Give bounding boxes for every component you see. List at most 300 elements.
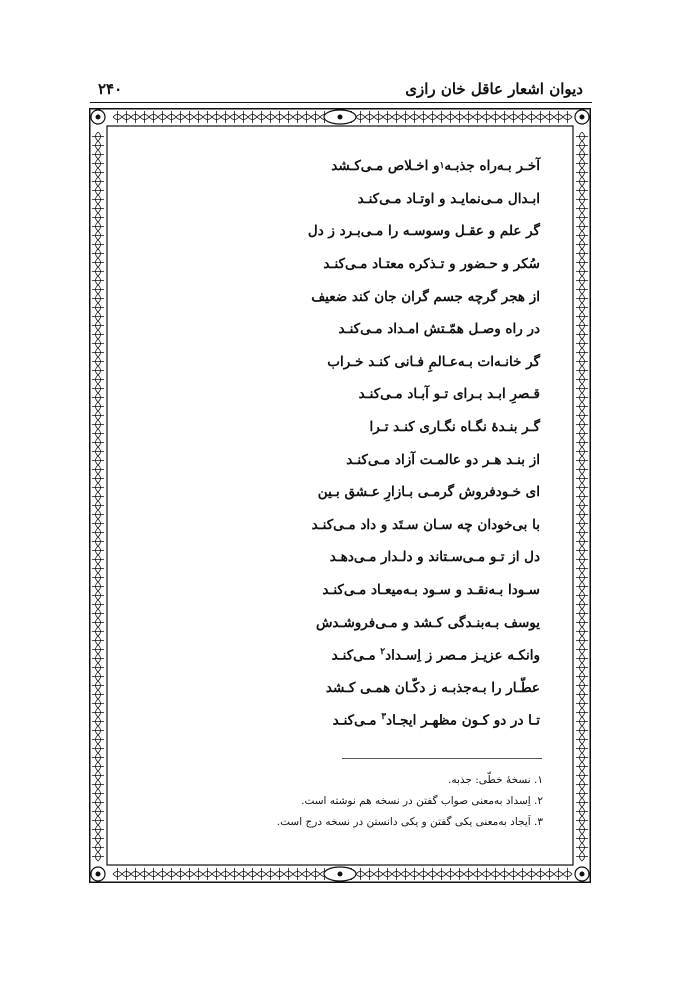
border-ornament [212,868,221,880]
border-ornament [576,258,588,267]
border-ornament [158,868,167,880]
hemistich-text: قـصرِ ابـد بـرای تـو آبـاد مـی‌کنـد [358,386,540,403]
border-ornament [92,618,104,627]
border-ornament [185,111,194,123]
border-ornament [419,868,428,880]
border-ornament [356,111,365,123]
border-ornament [149,868,158,880]
border-ornament [518,111,527,123]
footnote-marker: ۲ [380,646,386,657]
border-ornament [293,868,302,880]
corner-ornament [96,872,101,877]
border-ornament [401,111,410,123]
hemistich-text: گر خانـه‌ات بـه‌عـالمِ فـانی کنـد خـراب [327,353,540,370]
border-ornament [576,555,588,564]
border-ornament [92,573,104,582]
hemistich-text: تـا در دو کـون مظهـر ایجـاد$^۳$ مـی‌کنـد [332,712,540,729]
border-ornament [576,582,588,591]
border-ornament [473,868,482,880]
border-ornament [527,868,536,880]
border-ornament [92,231,104,240]
border-ornament [500,111,509,123]
border-ornament [576,231,588,240]
border-ornament [576,177,588,186]
border-ornament [576,726,588,735]
border-ornament [194,111,203,123]
border-ornament [576,537,588,546]
border-ornament [576,546,588,555]
border-ornament [576,654,588,663]
verse-first-hemistich [150,346,540,379]
border-ornament [92,564,104,573]
border-ornament [92,150,104,159]
border-ornament [92,294,104,303]
border-ornament [92,735,104,744]
border-ornament [563,868,572,880]
border-ornament [92,555,104,564]
border-ornament [365,111,374,123]
border-ornament [176,868,185,880]
border-ornament [518,868,527,880]
border-ornament [576,780,588,789]
border-ornament [92,213,104,222]
border-ornament [266,111,275,123]
border-ornament [92,609,104,618]
footnote-marker: ۳ [381,712,387,723]
border-ornament [576,735,588,744]
border-ornament [576,312,588,321]
border-ornament [92,537,104,546]
border-ornament [92,465,104,474]
border-ornament [536,868,545,880]
border-ornament [365,868,374,880]
border-ornament [576,357,588,366]
border-ornament [576,132,588,141]
border-ornament [576,708,588,717]
border-ornament [576,816,588,825]
verse-second-hemistich [150,378,540,411]
hemistich-text: دل از تـو مـی‌سـتاند و دلـدار مـی‌دهـد [329,549,540,566]
hemistich-text: گر علم و عقـل وسوسـه را مـی‌بـرد ز دل [307,223,540,240]
border-ornament [92,771,104,780]
border-ornament [576,348,588,357]
border-ornament [92,285,104,294]
border-ornament [131,868,140,880]
border-ornament [392,868,401,880]
border-ornament [576,600,588,609]
verse-first-hemistich [150,150,540,183]
border-ornament [92,366,104,375]
border-ornament [576,519,588,528]
border-ornament [437,868,446,880]
border-ornament [92,258,104,267]
border-ornament [92,843,104,852]
border-ornament [92,330,104,339]
border-ornament [92,546,104,555]
border-ornament [455,868,464,880]
border-ornament [576,609,588,618]
border-ornament [293,111,302,123]
border-ornament [92,528,104,537]
border-ornament [482,868,491,880]
border-ornament [576,366,588,375]
border-ornament [92,384,104,393]
hemistich-text: ابـدال مـی‌نمایـد و اوتـاد مـی‌کنـد [357,190,540,207]
border-ornament [437,111,446,123]
border-ornament [482,111,491,123]
border-ornament [221,868,230,880]
border-ornament [92,636,104,645]
hemistich-text: سـودا بـه‌نقـد و سـود بـه‌میعـاد مـی‌کنـد [322,582,540,599]
border-ornament [576,690,588,699]
border-ornament [266,868,275,880]
corner-ornament [580,115,585,120]
border-ornament [576,798,588,807]
border-ornament [92,744,104,753]
border-ornament [576,843,588,852]
border-ornament [374,868,383,880]
border-ornament [576,717,588,726]
border-ornament [576,753,588,762]
border-ornament [576,186,588,195]
border-ornament [491,868,500,880]
border-ornament [576,744,588,753]
verse-first-hemistich [150,672,540,705]
center-ornament [338,115,343,120]
border-ornament [92,447,104,456]
hemistich-text: وانکـه عزیـز مـصر ز اِسـداد$^۲$ مـی‌کنـد [331,646,540,664]
border-ornament [149,111,158,123]
border-ornament [428,111,437,123]
border-ornament [92,267,104,276]
border-ornament [92,501,104,510]
border-ornament [92,132,104,141]
page-number: ۲۴۰ [98,80,123,98]
border-ornament [92,672,104,681]
border-ornament [92,798,104,807]
border-ornament [576,321,588,330]
hemistich-text: از بنـد هـر دو عالمـت آزاد مـی‌کنـد [346,451,540,468]
border-ornament [275,868,284,880]
running-header-title: دیوان اشعار عاقل خان رازی [405,80,583,98]
border-ornament [221,111,230,123]
border-ornament [576,789,588,798]
border-ornament [576,564,588,573]
border-ornament [563,111,572,123]
border-ornament [92,654,104,663]
border-ornament [428,868,437,880]
border-ornament [122,868,131,880]
border-ornament [167,111,176,123]
border-ornament [576,339,588,348]
border-ornament [576,195,588,204]
verse-first-hemistich [150,606,540,639]
border-ornament [230,111,239,123]
border-ornament [92,141,104,150]
border-ornament [576,528,588,537]
border-ornament [92,627,104,636]
border-ornament [410,111,419,123]
border-ornament [92,483,104,492]
border-ornament [92,789,104,798]
border-ornament [576,501,588,510]
verse-second-hemistich [150,574,540,607]
border-ornament [410,868,419,880]
border-ornament [576,330,588,339]
border-ornament [92,726,104,735]
verse-first-hemistich [150,280,540,313]
footnote-marker: ۱ [439,161,445,172]
border-ornament [576,825,588,834]
border-ornament [92,645,104,654]
border-ornament [576,384,588,393]
border-ornament [92,852,104,861]
border-ornament [92,303,104,312]
border-ornament [92,420,104,429]
border-ornament [92,195,104,204]
border-ornament [576,681,588,690]
border-ornament [92,600,104,609]
border-ornament [509,868,518,880]
border-ornament [576,438,588,447]
border-ornament [92,276,104,285]
border-ornament [545,868,554,880]
corner-ornament [96,115,101,120]
border-ornament [576,213,588,222]
border-ornament [275,111,284,123]
border-ornament [576,276,588,285]
border-ornament [92,429,104,438]
border-ornament [92,582,104,591]
border-ornament [576,168,588,177]
border-ornament [92,159,104,168]
border-ornament [92,753,104,762]
verse-second-hemistich [150,443,540,476]
border-ornament [302,111,311,123]
border-ornament [311,111,320,123]
border-ornament [122,111,131,123]
border-ornament [576,393,588,402]
border-ornament [257,868,266,880]
border-ornament [527,111,536,123]
border-ornament [576,285,588,294]
footnote: ۲. اِسداد به‌معنی صواب گفتن در نسخه هم نوشته است. [301,795,543,807]
border-ornament [248,868,257,880]
header-rule [90,102,592,103]
border-ornament [92,825,104,834]
border-ornament [176,111,185,123]
center-ornament [338,872,343,877]
border-ornament [203,111,212,123]
border-ornament [92,474,104,483]
border-ornament [92,762,104,771]
border-ornament [92,681,104,690]
border-ornament [576,429,588,438]
border-ornament [248,111,257,123]
verse-second-hemistich [150,183,540,216]
border-ornament [576,240,588,249]
border-ornament [92,321,104,330]
border-ornament [92,663,104,672]
border-ornament [576,699,588,708]
border-ornament [576,672,588,681]
hemistich-text: از هجر گرچه جسم گران جان کند ضعیف [311,288,540,305]
border-ornament [419,111,428,123]
border-ornament [576,492,588,501]
border-ornament [92,186,104,195]
border-ornament [464,868,473,880]
border-ornament [92,312,104,321]
border-ornament [113,868,122,880]
border-ornament [356,868,365,880]
border-ornament [92,168,104,177]
verse-first-hemistich [150,411,540,444]
border-ornament [239,111,248,123]
border-ornament [576,483,588,492]
border-ornament [92,807,104,816]
border-ornament [92,492,104,501]
border-ornament [576,420,588,429]
border-ornament [92,402,104,411]
border-ornament [239,868,248,880]
border-ornament [576,150,588,159]
border-ornament [576,663,588,672]
border-ornament [392,111,401,123]
hemistich-text: و اخـلاص مـی‌کـشد [331,158,440,175]
border-ornament [92,375,104,384]
border-ornament [576,762,588,771]
border-ornament [576,303,588,312]
verse-second-hemistich [150,639,540,672]
verse-second-hemistich [150,313,540,346]
border-ornament [92,339,104,348]
border-ornament [92,204,104,213]
border-ornament [576,267,588,276]
border-ornament [383,111,392,123]
footnote-rule [342,758,542,759]
border-ornament [446,111,455,123]
border-ornament [92,519,104,528]
border-ornament [194,868,203,880]
border-ornament [92,717,104,726]
border-ornament [509,111,518,123]
border-ornament [576,375,588,384]
border-ornament [311,868,320,880]
border-ornament [92,834,104,843]
border-ornament [92,456,104,465]
border-ornament [554,868,563,880]
border-ornament [576,573,588,582]
border-ornament [576,249,588,258]
border-ornament [576,141,588,150]
verse-second-hemistich [150,248,540,281]
border-ornament [92,699,104,708]
border-ornament [92,177,104,186]
border-ornament [576,834,588,843]
border-ornament [576,807,588,816]
hemistich-text: ای خـودفروش گرمـی بـازارِ عـشق بـین [317,484,540,501]
border-ornament [92,816,104,825]
poem-body [150,150,540,737]
border-ornament [374,111,383,123]
border-ornament [212,111,221,123]
hemistich-text: سُکر و حـضور و تـذکره معتـاد مـی‌کنـد [323,256,540,273]
border-ornament [576,771,588,780]
border-ornament [284,868,293,880]
border-ornament [302,868,311,880]
border-ornament [473,111,482,123]
border-ornament [576,204,588,213]
border-ornament [140,868,149,880]
border-ornament [92,348,104,357]
border-ornament [92,357,104,366]
verse-second-hemistich [150,704,540,737]
border-ornament [92,411,104,420]
border-ornament [92,690,104,699]
border-ornament [576,474,588,483]
border-ornament [576,222,588,231]
border-ornament [383,868,392,880]
hemistich-text: عطّـار را بـه‌جذبـه ز دکّـان همـی کـشد [325,679,540,696]
verse-second-hemistich [150,509,540,542]
hemistich-text: در راه وصـل همّـتش امـداد مـی‌کنـد [338,321,540,338]
border-ornament [576,402,588,411]
hemistich-text: یوسف بـه‌بنـدگی کـشد و مـی‌فروشـدش [315,614,540,631]
footnotes [183,770,543,833]
border-ornament [284,111,293,123]
border-ornament [92,240,104,249]
border-ornament [92,222,104,231]
border-ornament [92,510,104,519]
border-ornament [203,868,212,880]
border-ornament [446,868,455,880]
border-ornament [158,111,167,123]
border-ornament [464,111,473,123]
border-ornament [576,447,588,456]
hemistich-text: گـر بنـدهٔ نگـاه نگـاری کنـد تـرا [369,419,540,436]
border-ornament [576,456,588,465]
border-ornament [92,591,104,600]
border-ornament [92,249,104,258]
footnote: ۱. نسخهٔ خطّی: جذبه. [448,774,543,786]
border-ornament [576,591,588,600]
border-ornament [576,852,588,861]
border-ornament [401,868,410,880]
border-ornament [113,111,122,123]
border-ornament [92,780,104,789]
border-ornament [140,111,149,123]
border-ornament [576,294,588,303]
border-ornament [576,645,588,654]
border-ornament [230,868,239,880]
border-ornament [576,411,588,420]
border-ornament [92,708,104,717]
border-ornament [576,510,588,519]
hemistich-text: با بی‌خودان چه سـان سـتَد و داد مـی‌کنـد [311,516,540,533]
border-ornament [545,111,554,123]
border-ornament [576,627,588,636]
border-ornament [185,868,194,880]
footnote: ۳. اَیجاد به‌معنی یکی گفتن و یکی دانستن در نسخه درج است. [276,816,543,828]
border-ornament [576,636,588,645]
border-ornament [455,111,464,123]
corner-ornament [580,872,585,877]
border-ornament [92,438,104,447]
border-ornament [92,393,104,402]
border-ornament [554,111,563,123]
border-ornament [536,111,545,123]
border-ornament [576,465,588,474]
